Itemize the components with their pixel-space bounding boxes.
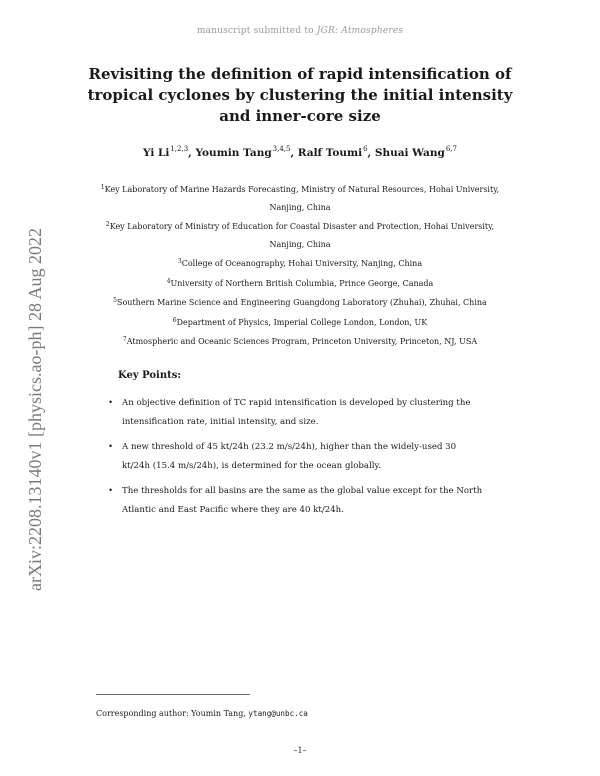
- affiliation-text: College of Oceanography, Hohai University, Nanjing, China: [181, 259, 423, 268]
- affiliation: [90, 273, 510, 293]
- affiliation-text: Department of Physics, Imperial College London, London, UK: [176, 317, 428, 327]
- corresponding-author-footnote: [96, 709, 308, 718]
- author-affiliation-mark: 1,2,3: [170, 145, 189, 153]
- affiliation-number: 4: [166, 277, 171, 285]
- journal-name: JGR: Atmospheres: [316, 26, 404, 36]
- running-head: [0, 26, 600, 36]
- author-affiliation-mark: 6: [363, 145, 368, 153]
- bullet-icon: •: [108, 442, 114, 452]
- author-affiliation-mark: 3,4,5: [272, 145, 291, 153]
- key-points-list: [106, 394, 486, 526]
- author: [195, 147, 290, 159]
- affiliation-number: 1: [100, 184, 105, 191]
- affiliation-number: 2: [105, 221, 110, 228]
- affiliation-list: [90, 179, 510, 351]
- running-head-prefix: manuscript submitted to: [196, 26, 314, 36]
- corresponding-email-link[interactable]: ytang@unbc.ca: [248, 709, 308, 718]
- author: [298, 147, 368, 159]
- key-point-item: [106, 438, 486, 476]
- affiliation-text: Key Laboratory of Ministry of Education for Coastal Disaster and Protection, Hohai University, Nanjing, China: [109, 222, 495, 249]
- author-list: Yi Li$^{1,2,3}$, Youmin Tang$^{3,4,5}$, Ralf Toumi$^6$, Shuai Wang$^{6,7}$: [143, 145, 457, 159]
- author-name: Ralf Toumi: [297, 147, 363, 159]
- author-name: Shuai Wang: [374, 147, 445, 159]
- affiliation-number: 5: [113, 297, 117, 304]
- footnote-divider: [96, 694, 250, 695]
- affiliation: [90, 292, 510, 312]
- affiliation: [90, 216, 510, 253]
- affiliation: [90, 179, 510, 216]
- key-point-text: The thresholds for all basins are the same as the global value except for the North Atlantic and East Pacific where they are 40 kt/24h.: [122, 486, 483, 515]
- affiliation: [90, 312, 510, 332]
- key-point-item: [106, 482, 486, 520]
- affiliation-number: 3: [177, 258, 182, 265]
- bullet-icon: •: [108, 486, 114, 496]
- affiliation-text: Key Laboratory of Marine Hazards Forecasting, Ministry of Natural Resources, Hohai University, Nanjing, China: [104, 185, 500, 212]
- affiliation-number: 6: [172, 316, 177, 324]
- author: [375, 147, 457, 159]
- footnote-label: Corresponding author: Youmin Tang,: [96, 709, 246, 718]
- paper-title: Revisiting the definition of rapid intensification of tropical cyclones by clustering the initial intensity and inner-core size: [87, 65, 513, 125]
- affiliation-text: Atmospheric and Oceanic Sciences Program, Princeton University, Princeton, NJ, USA: [126, 337, 478, 346]
- affiliation: [90, 331, 510, 351]
- affiliation-text: Southern Marine Science and Engineering Guangdong Laboratory (Zhuhai), Zhuhai, China: [117, 298, 487, 307]
- key-point-item: [106, 394, 486, 432]
- key-point-text: A new threshold of 45 kt/24h (23.2 m/s/24h), higher than the widely-used 30 kt/24h (15.4 m/s/24h), is determined for the ocean globally.: [122, 442, 457, 471]
- affiliation-number: 7: [122, 336, 127, 343]
- key-point-text: An objective definition of TC rapid intensification is developed by clustering the intensification rate, initial intensity, and size.: [122, 398, 471, 427]
- author-affiliation-mark: 6,7: [445, 145, 457, 153]
- author-name: Yi Li: [143, 147, 170, 159]
- arxiv-identifier-stamp[interactable]: arXiv:2208.13140v1 [physics.ao-ph] 28 Aug 2022: [25, 228, 45, 591]
- affiliation: [90, 253, 510, 273]
- key-points-heading: Key Points:: [118, 370, 182, 381]
- affiliation-text: University of Northern British Columbia, Prince George, Canada: [170, 278, 434, 288]
- page-number: –1–: [293, 746, 307, 755]
- author-name: Youmin Tang: [195, 147, 272, 159]
- author: [143, 147, 188, 159]
- bullet-icon: •: [108, 398, 114, 408]
